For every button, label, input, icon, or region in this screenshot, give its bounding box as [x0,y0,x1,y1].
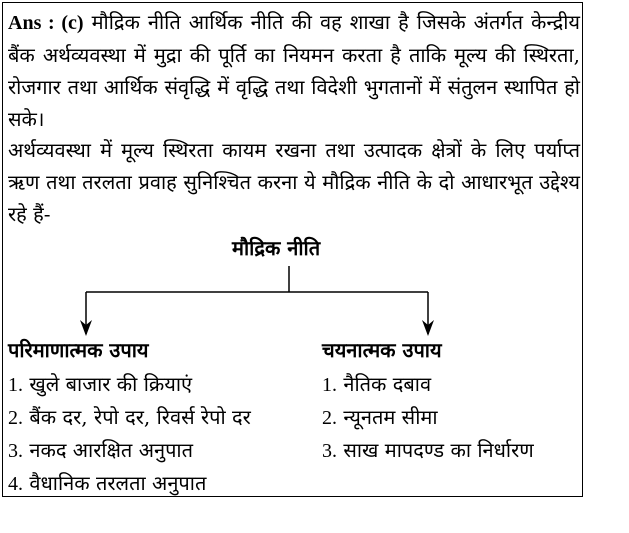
item-text: नकद आरक्षित अनुपात [29,438,194,462]
right-branch-list [322,368,534,467]
item-number: 3. [322,440,337,462]
list-item [322,434,534,467]
item-number: 2. [8,407,23,429]
item-number: 1. [8,374,23,396]
answer-label: Ans : (c) [8,12,84,34]
left-branch-title: परिमाणात्मक उपाय [8,338,149,362]
list-item [8,368,251,401]
list-item [8,434,251,467]
diagram-root-label: मौद्रिक नीति [232,236,321,260]
item-number: 1. [322,374,337,396]
item-text: वैधानिक तरलता अनुपात [29,471,207,495]
left-branch-list [8,368,251,500]
item-text: साख मापदण्ड का निर्धारण [343,438,534,462]
item-text: खुले बाजार की क्रियाएं [29,372,193,396]
list-item [322,368,534,401]
item-text: बैंक दर, रेपो दर, रिवर्स रेपो दर [29,405,251,429]
item-number: 3. [8,440,23,462]
item-text: नैतिक दबाव [343,372,432,396]
right-branch-title: चयनात्मक उपाय [322,338,442,362]
answer-paragraph-2: अर्थव्यवस्था में मूल्य स्थिरता कायम रखना तथा उत्पादक क्षेत्रों के लिए पर्याप्त ऋण तथा तरलता प्रवाह सुनिश्चित करना ये मौद्रिक नीति के दो आधारभूत उद्देश्य रहे हैं- [8,138,580,226]
item-text: न्यूनतम सीमा [343,405,438,429]
list-item [8,401,251,434]
list-item [322,401,534,434]
item-number: 2. [322,407,337,429]
paragraph-1-text: मौद्रिक नीति आर्थिक नीति की वह शाखा है जिसके अंतर्गत केन्द्रीय बैंक अर्थव्यवस्था में मुद्रा की पूर्ति का नियमन करता है ताकि मूल्य की स्थिरता, रोजगार तथा आर्थिक संवृद्धि में वृद्धि तथा विदेशी भुगतानों में संतुलन स्थापित हो सके। [8,10,580,131]
list-item [8,467,251,500]
item-number: 4. [8,473,23,495]
